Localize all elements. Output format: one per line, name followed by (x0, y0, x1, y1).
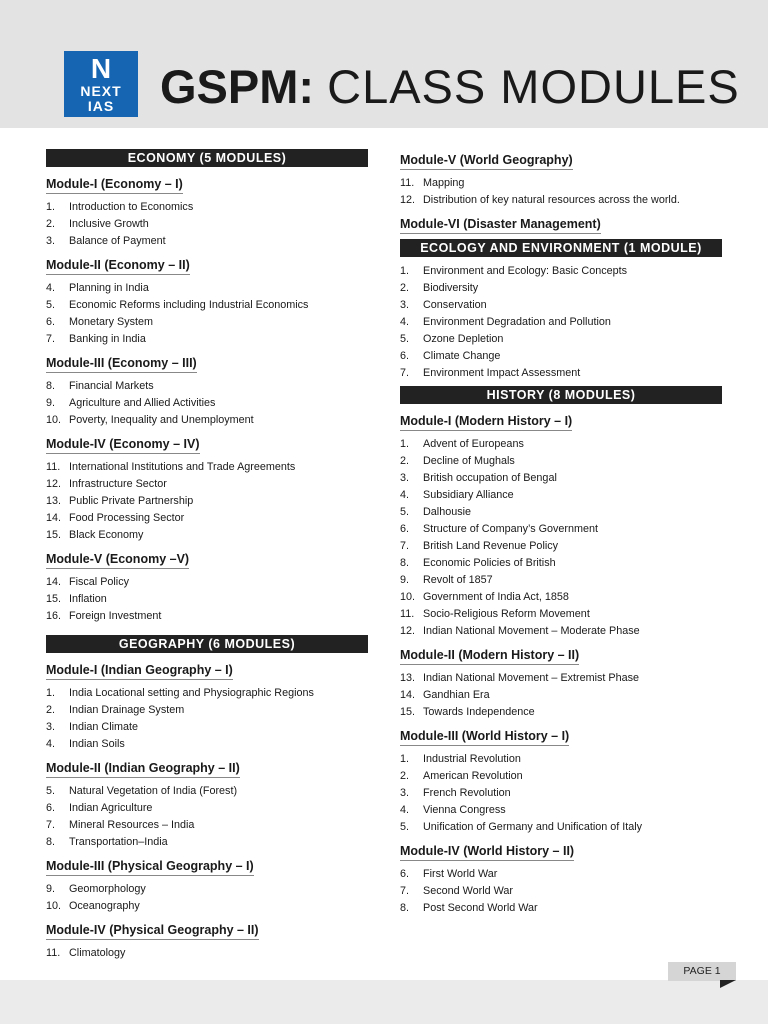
topic-number: 5. (46, 785, 56, 797)
module-block (46, 352, 368, 429)
topic-item (46, 280, 368, 297)
topic-text: Public Private Partnership (69, 495, 194, 507)
topic-text: Economic Reforms including Industrial Economics (69, 299, 309, 311)
topic-number: 8. (46, 836, 56, 848)
topic-text: Foreign Investment (69, 610, 162, 622)
topic-number: 5. (400, 333, 410, 345)
topic-text: Indian Agriculture (69, 802, 153, 814)
topic-number: 5. (400, 506, 410, 518)
topic-item (46, 314, 368, 331)
topic-text: Government of India Act, 1858 (423, 591, 569, 603)
module-block (400, 213, 722, 239)
topic-number: 4. (46, 282, 56, 294)
topic-text: Fiscal Policy (69, 576, 129, 588)
topic-number: 5. (46, 299, 56, 311)
topic-text: Inclusive Growth (69, 218, 149, 230)
topic-number: 11. (46, 947, 61, 959)
topic-item (46, 881, 368, 898)
topic-number: 12. (400, 194, 416, 206)
topic-text: British Land Revenue Policy (423, 540, 559, 552)
topic-text: Dalhousie (423, 506, 472, 518)
topic-text: French Revolution (423, 787, 511, 799)
topic-text: Towards Independence (423, 706, 535, 718)
topic-number: 4. (46, 738, 56, 750)
topic-text: Agriculture and Allied Activities (69, 397, 216, 409)
topic-item (400, 453, 722, 470)
module-block (46, 919, 368, 962)
module-topic-list (46, 378, 368, 429)
topic-text: Black Economy (69, 529, 144, 541)
topic-text: Biodiversity (423, 282, 479, 294)
section-heading: GEOGRAPHY (6 MODULES) (46, 635, 368, 653)
topic-number: 16. (46, 610, 62, 622)
module-block (46, 855, 368, 915)
topic-text: Indian Soils (69, 738, 125, 750)
module-title: Module-II (Indian Geography – II) (46, 761, 240, 778)
topic-text: Post Second World War (423, 902, 538, 914)
topic-item (46, 459, 368, 476)
topic-text: Food Processing Sector (69, 512, 185, 524)
topic-number: 11. (400, 608, 415, 620)
topic-text: India Locational setting and Physiographic Regions (69, 687, 314, 699)
module-topic-list (46, 783, 368, 851)
topic-number: 13. (400, 672, 416, 684)
topic-text: Distribution of key natural resources across the world. (423, 194, 680, 206)
topic-item (400, 704, 722, 721)
topic-number: 7. (400, 885, 410, 897)
topic-number: 1. (400, 265, 410, 277)
topic-item (400, 263, 722, 280)
module-topic-list (400, 436, 722, 640)
topic-item (400, 785, 722, 802)
topic-text: Second World War (423, 885, 514, 897)
topic-number: 10. (46, 900, 62, 912)
module-topic-list (46, 459, 368, 544)
topic-number: 3. (400, 787, 410, 799)
topic-item (46, 945, 368, 962)
topic-number: 1. (400, 438, 410, 450)
topic-item (46, 608, 368, 625)
topic-text: Inflation (69, 593, 107, 605)
module-block (400, 149, 722, 209)
topic-text: Mineral Resources – India (69, 819, 195, 831)
module-block (400, 840, 722, 917)
topic-text: Financial Markets (69, 380, 154, 392)
topic-item (400, 866, 722, 883)
section-heading: ECOLOGY AND ENVIRONMENT (1 MODULE) (400, 239, 722, 257)
topic-item (400, 280, 722, 297)
topic-text: Balance of Payment (69, 235, 166, 247)
module-block (46, 173, 368, 250)
section-heading: HISTORY (8 MODULES) (400, 386, 722, 404)
topic-item (46, 800, 368, 817)
module-topic-list (46, 574, 368, 625)
topic-item (46, 817, 368, 834)
module-topic-list (46, 280, 368, 348)
topic-number: 9. (400, 574, 410, 586)
topic-text: Indian National Movement – Extremist Phase (423, 672, 640, 684)
topic-item (400, 589, 722, 606)
topic-item (46, 685, 368, 702)
module-title: Module-VI (Disaster Management) (400, 217, 601, 234)
right-column (400, 149, 722, 921)
topic-number: 2. (400, 455, 410, 467)
topic-number: 1. (400, 753, 410, 765)
topic-item (46, 783, 368, 800)
module-title: Module-V (World Geography) (400, 153, 573, 170)
module-title: Module-III (World History – I) (400, 729, 569, 746)
module-title: Module-III (Economy – III) (46, 356, 197, 373)
topic-item (400, 538, 722, 555)
topic-item (46, 702, 368, 719)
topic-number: 2. (46, 218, 56, 230)
topic-item (400, 751, 722, 768)
topic-number: 9. (46, 883, 56, 895)
topic-item (46, 591, 368, 608)
topic-text: Oceanography (69, 900, 140, 912)
module-title: Module-V (Economy –V) (46, 552, 189, 569)
topic-item (400, 555, 722, 572)
topic-item (46, 378, 368, 395)
topic-number: 15. (46, 529, 62, 541)
topic-item (400, 606, 722, 623)
topic-text: International Institutions and Trade Agreements (69, 461, 296, 473)
topic-text: Climatology (69, 947, 126, 959)
topic-number: 6. (46, 316, 56, 328)
topic-number: 14. (400, 689, 416, 701)
section-heading: ECONOMY (5 MODULES) (46, 149, 368, 167)
topic-text: Climate Change (423, 350, 501, 362)
topic-item (400, 883, 722, 900)
topic-item (46, 476, 368, 493)
module-block (400, 725, 722, 836)
module-topic-list (46, 199, 368, 250)
topic-number: 4. (400, 804, 410, 816)
topic-item (400, 192, 722, 209)
module-topic-list (46, 945, 368, 962)
topic-number: 8. (400, 902, 410, 914)
topic-text: Revolt of 1857 (423, 574, 493, 586)
topic-number: 2. (400, 282, 410, 294)
topic-number: 12. (400, 625, 416, 637)
topic-number: 14. (46, 512, 62, 524)
topic-number: 1. (46, 201, 56, 213)
module-topic-list (400, 670, 722, 721)
topic-number: 8. (46, 380, 56, 392)
topic-item (400, 470, 722, 487)
topic-number: 15. (400, 706, 416, 718)
module-topic-list (400, 751, 722, 836)
topic-text: Environment and Ecology: Basic Concepts (423, 265, 628, 277)
module-title: Module-I (Indian Geography – I) (46, 663, 233, 680)
topic-number: 11. (400, 177, 415, 189)
topic-text: Monetary System (69, 316, 154, 328)
page-footer (0, 980, 768, 1024)
topic-number: 2. (400, 770, 410, 782)
page-corner-mark (720, 980, 736, 988)
topic-item (400, 365, 722, 382)
topic-number: 1. (46, 687, 56, 699)
page-title (160, 62, 740, 112)
page-header (0, 0, 768, 128)
topic-item (400, 504, 722, 521)
topic-item (400, 670, 722, 687)
topic-text: Indian Climate (69, 721, 139, 733)
topic-item (400, 331, 722, 348)
module-title: Module-IV (World History – II) (400, 844, 574, 861)
topic-text: Indian National Movement – Moderate Phase (423, 625, 640, 637)
topic-number: 13. (46, 495, 62, 507)
topic-item (400, 572, 722, 589)
topic-number: 3. (46, 721, 56, 733)
topic-text: Ozone Depletion (423, 333, 504, 345)
topic-number: 6. (400, 523, 410, 535)
topic-number: 12. (46, 478, 62, 490)
topic-number: 5. (400, 821, 410, 833)
ecology-topic-list (400, 263, 722, 382)
topic-number: 3. (46, 235, 56, 247)
topic-text: Planning in India (69, 282, 149, 294)
topic-number: 6. (400, 350, 410, 362)
topic-text: Decline of Mughals (423, 455, 515, 467)
module-topic-list (46, 881, 368, 915)
topic-item (46, 527, 368, 544)
topic-item (400, 623, 722, 640)
topic-item (400, 175, 722, 192)
topic-item (400, 687, 722, 704)
topic-number: 2. (46, 704, 56, 716)
topic-number: 3. (400, 299, 410, 311)
topic-text: Environment Degradation and Pollution (423, 316, 611, 328)
topic-text: American Revolution (423, 770, 523, 782)
topic-item (46, 395, 368, 412)
topic-number: 9. (46, 397, 56, 409)
topic-text: British occupation of Bengal (423, 472, 557, 484)
topic-item (400, 521, 722, 538)
topic-text: Natural Vegetation of India (Forest) (69, 785, 238, 797)
topic-number: 3. (400, 472, 410, 484)
title-light: CLASS MODULES (327, 60, 740, 113)
module-title: Module-II (Economy – II) (46, 258, 190, 275)
topic-item (400, 802, 722, 819)
topic-item (46, 898, 368, 915)
module-block (46, 659, 368, 753)
topic-item (400, 348, 722, 365)
topic-number: 10. (400, 591, 416, 603)
topic-number: 6. (46, 802, 56, 814)
topic-item (400, 487, 722, 504)
module-topic-list (46, 685, 368, 753)
topic-item (46, 493, 368, 510)
topic-number: 4. (400, 489, 410, 501)
topic-number: 7. (46, 819, 56, 831)
topic-item (46, 199, 368, 216)
topic-text: Structure of Company’s Government (423, 523, 599, 535)
topic-number: 14. (46, 576, 62, 588)
topic-text: Advent of Europeans (423, 438, 524, 450)
topic-text: Environment Impact Assessment (423, 367, 581, 379)
topic-text: Unification of Germany and Unification of Italy (423, 821, 643, 833)
module-block (400, 644, 722, 721)
module-topic-list (400, 175, 722, 209)
topic-item (46, 412, 368, 429)
topic-item (46, 233, 368, 250)
topic-text: Subsidiary Alliance (423, 489, 514, 501)
topic-number: 10. (46, 414, 62, 426)
topic-number: 15. (46, 593, 62, 605)
topic-item (46, 216, 368, 233)
left-column (46, 149, 368, 966)
module-block (46, 548, 368, 625)
topic-text: Socio-Religious Reform Movement (423, 608, 590, 620)
module-title: Module-III (Physical Geography – I) (46, 859, 254, 876)
module-title: Module-I (Modern History – I) (400, 414, 572, 431)
topic-text: Vienna Congress (423, 804, 506, 816)
topic-text: Gandhian Era (423, 689, 490, 701)
topic-text: Introduction to Economics (69, 201, 194, 213)
topic-text: Conservation (423, 299, 487, 311)
module-title: Module-IV (Economy – IV) (46, 437, 200, 454)
module-title: Module-II (Modern History – II) (400, 648, 579, 665)
topic-item (400, 768, 722, 785)
topic-item (400, 436, 722, 453)
topic-text: Poverty, Inequality and Unemployment (69, 414, 254, 426)
topic-item (46, 719, 368, 736)
title-bold: GSPM: (160, 60, 315, 113)
module-block (46, 757, 368, 851)
topic-text: Indian Drainage System (69, 704, 185, 716)
topic-number: 8. (400, 557, 410, 569)
module-block (46, 254, 368, 348)
topic-item (46, 510, 368, 527)
module-topic-list (400, 866, 722, 917)
topic-item (400, 314, 722, 331)
next-ias-logo: N NEXT IAS (64, 51, 138, 117)
topic-text: Transportation–India (69, 836, 168, 848)
topic-text: Geomorphology (69, 883, 146, 895)
topic-number: 4. (400, 316, 410, 328)
topic-item (400, 819, 722, 836)
topic-item (46, 574, 368, 591)
module-block (400, 410, 722, 640)
topic-number: 6. (400, 868, 410, 880)
module-title: Module-IV (Physical Geography – II) (46, 923, 259, 940)
topic-text: Banking in India (69, 333, 146, 345)
topic-text: Infrastructure Sector (69, 478, 167, 490)
topic-number: 7. (400, 367, 410, 379)
topic-number: 11. (46, 461, 61, 473)
topic-item (400, 297, 722, 314)
topic-item (46, 834, 368, 851)
topic-number: 7. (400, 540, 410, 552)
topic-number: 7. (46, 333, 56, 345)
topic-item (46, 331, 368, 348)
topic-text: Industrial Revolution (423, 753, 521, 765)
module-title: Module-I (Economy – I) (46, 177, 183, 194)
topic-text: Economic Policies of British (423, 557, 556, 569)
module-block (46, 433, 368, 544)
topic-text: Mapping (423, 177, 465, 189)
topic-item (46, 736, 368, 753)
topic-text: First World War (423, 868, 498, 880)
topic-item (46, 297, 368, 314)
topic-item (400, 900, 722, 917)
page-number: PAGE 1 (668, 962, 736, 981)
